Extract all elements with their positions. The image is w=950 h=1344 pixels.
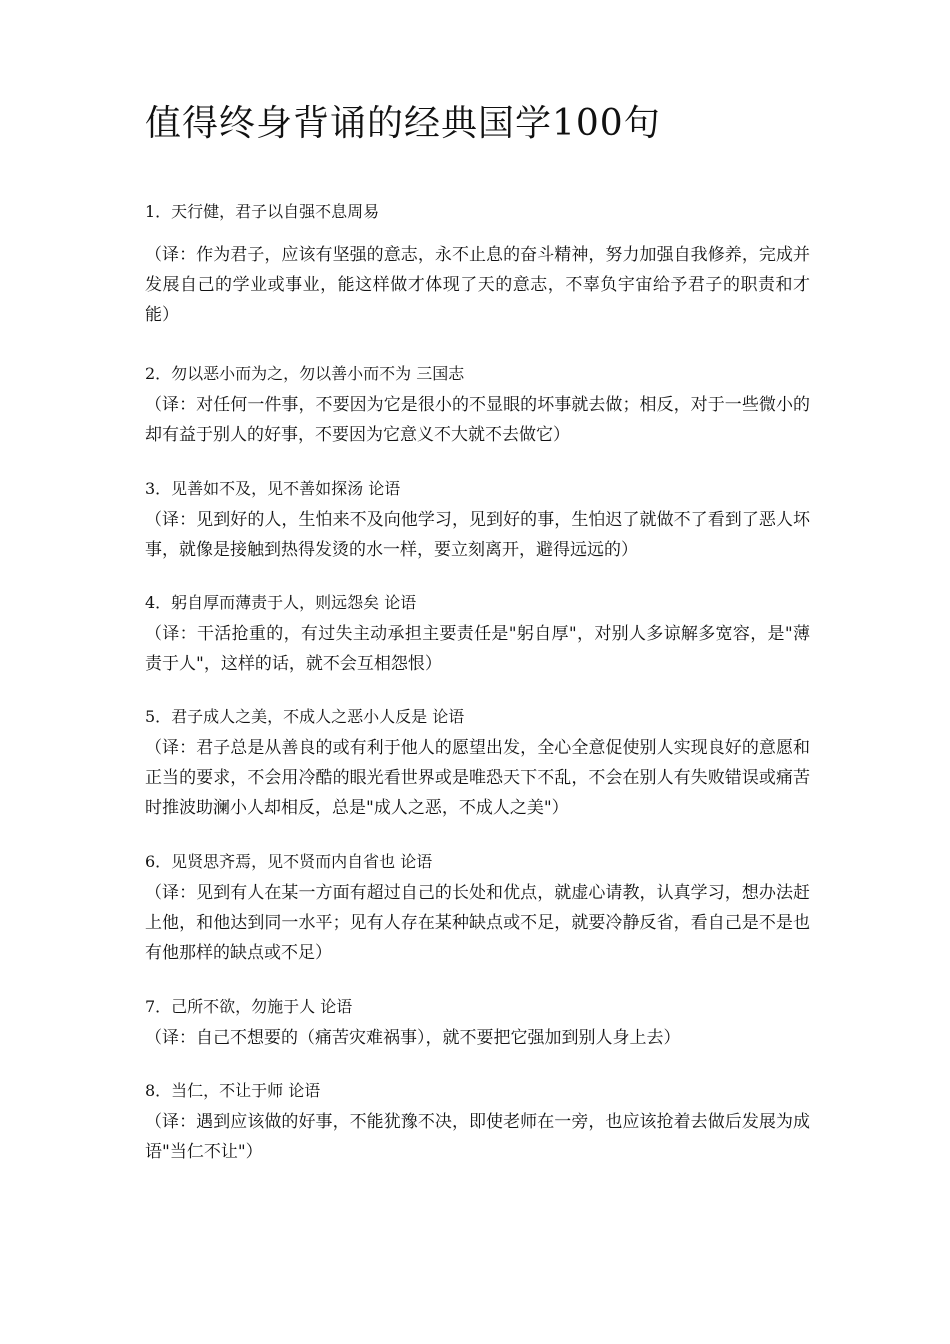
quote-entry-3: [145, 477, 810, 565]
quote-translation: （译：见到有人在某一方面有超过自己的长处和优点，就虚心请教，认真学习，想办法赶上他，和他达到同一水平；见有人存在某种缺点或不足，就要冷静反省，看自己是不是也有他那样的缺点或不足）: [145, 883, 810, 963]
quote-entry-2: [145, 362, 810, 450]
quote-translation: （译：作为君子，应该有坚强的意志，永不止息的奋斗精神，努力加强自我修养，完成并发展自己的学业或事业，能这样做才体现了天的意志，不辜负宇宙给予君子的职责和才能）: [145, 245, 810, 325]
quote-heading: 4．躬自厚而薄责于人，则远怨矣 论语: [145, 593, 417, 612]
quote-heading: 8．当仁，不让于师 论语: [145, 1081, 321, 1100]
quote-translation: （译：对任何一件事，不要因为它是很小的不显眼的坏事就去做；相反，对于一些微小的却有益于别人的好事，不要因为它意义不大就不去做它）: [145, 395, 810, 445]
quote-entry-5: [145, 705, 810, 823]
quote-heading: 1．天行健，君子以自强不息周易: [145, 202, 380, 221]
quote-heading: 2．勿以恶小而为之，勿以善小而不为 三国志: [145, 364, 465, 383]
quote-translation: （译：见到好的人，生怕来不及向他学习，见到好的事，生怕迟了就做不了看到了恶人坏事，就像是接触到热得发烫的水一样，要立刻离开，避得远远的）: [145, 510, 810, 560]
quote-entry-1: [145, 200, 810, 330]
quote-translation: （译：君子总是从善良的或有利于他人的愿望出发，全心全意促使别人实现良好的意愿和正当的要求，不会用冷酷的眼光看世界或是唯恐天下不乱，不会在别人有失败错误或痛苦时推波助澜小人却相反，总是"成人之恶，不成人之美"）: [145, 738, 810, 818]
quote-translation: （译：遇到应该做的好事，不能犹豫不决，即使老师在一旁，也应该抢着去做后发展为成语"当仁不让"）: [145, 1112, 810, 1162]
quote-entry-8: [145, 1079, 810, 1167]
quote-translation: （译：自己不想要的（痛苦灾难祸事），就不要把它强加到别人身上去）: [145, 1028, 681, 1048]
quote-heading: 7．己所不欲，勿施于人 论语: [145, 997, 353, 1016]
quote-heading: 6．见贤思齐焉，见不贤而内自省也 论语: [145, 852, 433, 871]
quote-heading: 3．见善如不及，见不善如探汤 论语: [145, 479, 401, 498]
quote-entry-7: [145, 995, 810, 1053]
document-title: 值得终身背诵的经典国学100句: [145, 103, 661, 144]
quote-translation: （译：干活抢重的，有过失主动承担主要责任是"躬自厚"，对别人多谅解多宽容，是"薄责于人"，这样的话，就不会互相怨恨）: [145, 624, 810, 674]
quote-heading: 5．君子成人之美，不成人之恶小人反是 论语: [145, 707, 465, 726]
quote-entry-4: [145, 591, 810, 679]
quote-entry-6: [145, 850, 810, 968]
